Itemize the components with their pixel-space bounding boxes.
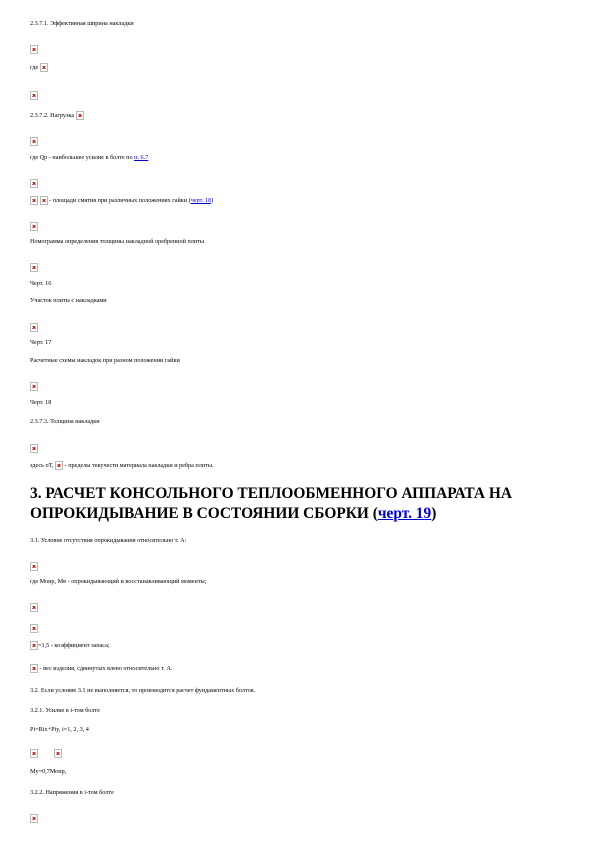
section-2-3-7-2-line	[30, 111, 84, 120]
section-3-title: 3. РАСЧЕТ КОНСОЛЬНОГО ТЕПЛООБМЕННОГО АППАРАТА НА ОПРОКИДЫВАНИЕ В СОСТОЯНИИ СБОРКИ (	[30, 485, 512, 522]
qp-text: где Qp - наибольшее усилие в болте по	[30, 154, 133, 161]
formula-image	[30, 179, 38, 188]
areas-text-end: )	[211, 196, 214, 204]
drawing-16-label: Черт. 16	[30, 280, 52, 287]
section-2-3-7-1: 2.3.7.1. Эффективная ширина накладки	[30, 20, 134, 27]
link-chert-18[interactable]: черт. 18	[190, 196, 212, 204]
section-3-heading	[30, 484, 570, 524]
safety-line	[30, 641, 110, 650]
drawing-image	[30, 263, 38, 272]
section-3-1: 3.1. Условие отсутствия опрокидывания относительно т. А:	[30, 537, 187, 544]
link-p-6-7[interactable]: п. 6.7	[134, 154, 149, 161]
formula-image	[30, 641, 38, 650]
formula-image	[55, 461, 63, 470]
sigma-label: здесь σТ,	[30, 461, 54, 469]
where-line	[30, 63, 48, 72]
formula-image	[30, 45, 38, 54]
areas-text: - площади смятия при различных положениях гайки (	[49, 196, 191, 204]
formula-image	[30, 603, 38, 612]
sigma-text: - пределы текучести материала накладки и ребра плиты.	[64, 461, 214, 469]
safety-factor-text: =1,5 - коэффициент запаса;	[38, 641, 110, 649]
sigma-line	[30, 461, 214, 470]
formula-image	[30, 444, 38, 453]
section-3-title-end: )	[431, 505, 437, 522]
formula-image	[30, 196, 38, 205]
section-3-2-1: 3.2.1. Усилие в i-том болте	[30, 707, 100, 714]
formula-image	[30, 814, 38, 823]
where-label: где	[30, 63, 39, 71]
formula-image	[54, 749, 62, 758]
link-chert-19[interactable]: черт. 19	[377, 505, 432, 522]
section-3-2: 3.2. Если условие 3.1 не выполняется, то производится расчет фундаментных болтов.	[30, 687, 256, 694]
drawing-image	[30, 382, 38, 391]
weight-line	[30, 664, 172, 673]
drawing-18-label: Черт. 18	[30, 399, 52, 406]
schemes-caption: Расчетные схемы накладок при разном положении гайки	[30, 357, 180, 364]
formula-image	[40, 196, 48, 205]
formula-image	[30, 664, 38, 673]
formula-image	[30, 222, 38, 231]
drawing-17-label: Черт. 17	[30, 339, 52, 346]
section-3-2-2: 3.2.2. Напряжения в i-том болте	[30, 789, 114, 796]
plate-section-caption: Участок плиты с накладками	[30, 297, 107, 304]
weight-text: - вес изделия, сдвинутых влево относительно т. А.	[39, 664, 173, 672]
moments-text: где Монр, Мв - опрокидывающий и восстанавливающий моменты;	[30, 578, 207, 585]
moment-y-text: My=0,7Монр,	[30, 768, 67, 775]
formula-image	[30, 91, 38, 100]
section-2-3-7-3: 2.3.7.3. Толщина накладки	[30, 418, 100, 425]
qp-line	[30, 154, 148, 162]
drawing-image	[30, 323, 38, 332]
formula-image	[40, 63, 48, 72]
formula-image	[30, 562, 38, 571]
areas-line	[30, 196, 213, 205]
formula-image	[30, 624, 38, 633]
formula-image	[30, 749, 38, 758]
nomogram-caption: Номограмма определения толщины накладной оребренной плиты	[30, 238, 205, 245]
formula-image	[30, 137, 38, 146]
section-2-3-7-2: 2.3.7.2. Нагрузка	[30, 111, 75, 119]
formula-image	[76, 111, 84, 120]
force-formula: Pi=Rix+Piy, i=1, 2, 3, 4	[30, 726, 89, 733]
